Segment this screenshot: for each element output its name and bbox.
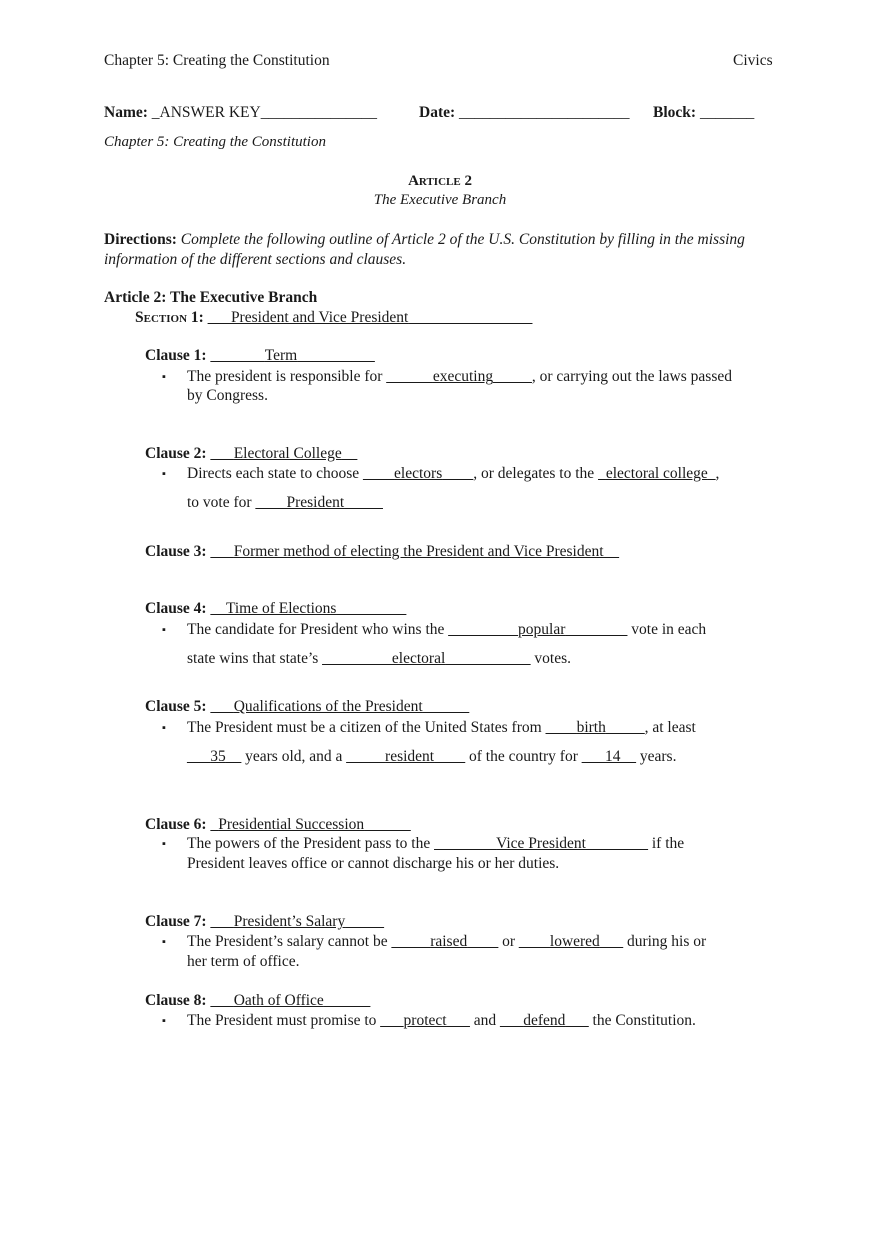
answer-vice-president: ________Vice President________: [434, 835, 648, 852]
answer-popular: _________popular________: [448, 621, 628, 638]
clause-6-bullet: The powers of the President pass to the ________Vice President________ if the: [187, 835, 685, 852]
clause-7-blank: ___President’s Salary_____: [210, 913, 384, 930]
clause-8-blank: ___Oath of Office______: [210, 992, 371, 1009]
clause-6-blank: _Presidential Succession______: [210, 816, 411, 833]
clause-4: [145, 600, 406, 618]
clause-1-answer: Term: [264, 347, 298, 364]
answer-resident: _____resident____: [346, 748, 466, 765]
answer-electors: ____electors____: [363, 465, 474, 482]
block-field: [653, 104, 754, 122]
clause-7-bullet-line2: her term of office.: [187, 953, 300, 970]
directions-text-1: Complete the following outline of Article 2 of the U.S. Constitution by filling in the missing: [180, 231, 745, 248]
section-1-label: Section 1:: [135, 309, 204, 326]
clause-3-blank: ___Former method of electing the President and Vice President__: [210, 543, 620, 560]
clause-4-bullet-line2: state wins that state’s _________electoral___________ votes.: [187, 650, 571, 667]
clause-3: [145, 543, 619, 561]
answer-defend: ___defend___: [499, 1012, 589, 1029]
clause-7-answer: President’s Salary: [233, 913, 346, 930]
section-1-blank: ___President and Vice President________________: [207, 309, 533, 326]
clause-1-bullet-line2: by Congress.: [187, 387, 268, 404]
article-subheading: The Executive Branch: [373, 192, 507, 208]
clause-2-bullet-line2: to vote for ____President_____: [187, 494, 383, 511]
answer-electoral: _________electoral___________: [322, 650, 531, 667]
clause-6-label: Clause 6:: [145, 816, 207, 833]
clause-5: [145, 698, 469, 716]
subtitle: Chapter 5: Creating the Constitution: [104, 134, 326, 150]
clause-5-blank: ___Qualifications of the President______: [210, 698, 470, 715]
clause-6: [145, 816, 411, 834]
clause-2-label: Clause 2:: [145, 445, 207, 462]
bullet-icon: ▪: [162, 371, 166, 383]
clause-7: [145, 913, 384, 931]
block-value: _______: [699, 104, 755, 121]
clause-3-label: Clause 3:: [145, 543, 207, 560]
clause-6-answer: Presidential Succession: [218, 816, 365, 833]
answer-birth: ____birth_____: [545, 719, 645, 736]
directions-label: Directions:: [104, 231, 177, 248]
clause-8-label: Clause 8:: [145, 992, 207, 1009]
name-value: _ANSWER KEY_______________: [151, 104, 377, 121]
section-1-answer: President and Vice President: [230, 309, 409, 326]
block-label: Block:: [653, 104, 697, 121]
clause-4-blank: __Time of Elections_________: [210, 600, 407, 617]
clause-7-bullet: The President’s salary cannot be _____raised____ or ____lowered___ during his or: [187, 933, 707, 950]
clause-6-bullet-line2: President leaves office or cannot discharge his or her duties.: [187, 855, 560, 872]
clause-2: [145, 445, 357, 463]
answer-electoral-college: _electoral college_: [598, 465, 716, 482]
clause-5-bullet: The President must be a citizen of the United States from ____birth_____, at least: [187, 719, 696, 736]
clause-2-blank: ___Electoral College__: [210, 445, 358, 462]
answer-14: ___14__: [581, 748, 637, 765]
clause-5-bullet-line2: ___35__ years old, and a _____resident____ of the country for ___14__ years.: [187, 748, 677, 765]
clause-2-answer: Electoral College: [233, 445, 342, 462]
bullet-icon: ▪: [162, 624, 166, 636]
article-heading: Article 2: [408, 173, 472, 189]
clause-2-bullet: Directs each state to choose ____electors____, or delegates to the _electoral college_,: [187, 465, 720, 482]
outline-title: Article 2: The Executive Branch: [104, 289, 318, 306]
clause-4-answer: Time of Elections: [225, 600, 337, 617]
bullet-icon: ▪: [162, 1015, 166, 1027]
page-header-left: Chapter 5: Creating the Constitution: [104, 52, 330, 69]
clause-7-label: Clause 7:: [145, 913, 207, 930]
answer-raised: _____raised____: [391, 933, 499, 950]
section-1: [135, 309, 532, 327]
date-label: Date:: [419, 104, 456, 121]
clause-8: [145, 992, 370, 1010]
bullet-icon: ▪: [162, 838, 166, 850]
bullet-icon: ▪: [162, 722, 166, 734]
date-value: ______________________: [459, 104, 630, 121]
clause-5-answer: Qualifications of the President: [233, 698, 423, 715]
answer-lowered: ____lowered___: [518, 933, 624, 950]
clause-4-bullet: The candidate for President who wins the _________popular________ vote in each: [187, 621, 707, 638]
clause-4-label: Clause 4:: [145, 600, 207, 617]
clause-1-blank: _______Term__________: [210, 347, 375, 364]
clause-5-label: Clause 5:: [145, 698, 207, 715]
bullet-icon: ▪: [162, 936, 166, 948]
clause-3-answer: Former method of electing the President and Vice President: [233, 543, 604, 560]
clause-1-bullet: The president is responsible for ______executing_____, or carrying out the laws passed: [187, 368, 732, 385]
answer-executing: ______executing_____: [386, 368, 532, 385]
clause-1-label: Clause 1:: [145, 347, 207, 364]
bullet-icon: ▪: [162, 468, 166, 480]
clause-8-bullet: The President must promise to ___protect___ and ___defend___ the Constitution.: [187, 1012, 696, 1029]
date-field: [419, 104, 630, 122]
answer-protect: ___protect___: [380, 1012, 470, 1029]
answer-35: ___35__: [187, 748, 242, 765]
clause-1: [145, 347, 375, 365]
directions-line2: information of the different sections and clauses.: [104, 251, 407, 268]
page-header-right: Civics: [733, 52, 773, 69]
directions-line1: [104, 231, 745, 249]
name-label: Name:: [104, 104, 148, 121]
clause-8-answer: Oath of Office: [233, 992, 324, 1009]
info-line: [104, 104, 377, 122]
answer-president: ____President_____: [255, 494, 383, 511]
